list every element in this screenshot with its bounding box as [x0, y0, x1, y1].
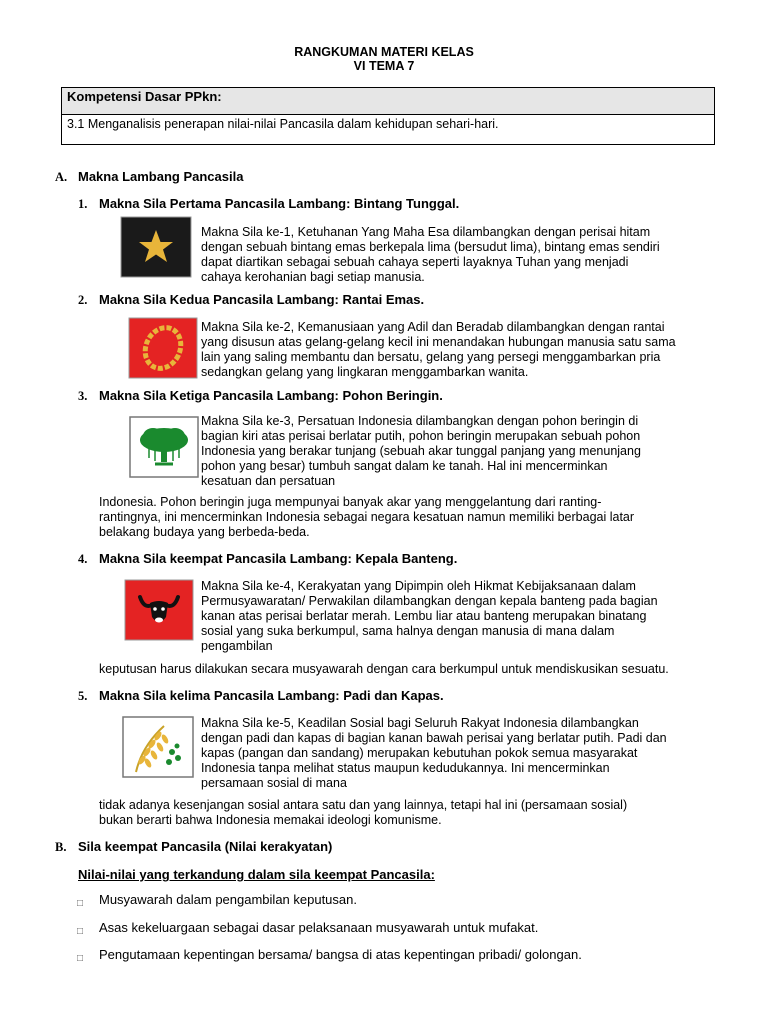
item-3-continuation	[99, 495, 714, 540]
section-b-letter: B.	[55, 840, 67, 854]
item-1-description	[201, 225, 714, 285]
item-5-continuation	[99, 798, 714, 828]
item-3-line: Indonesia yang berakar tunjang (sebuah akar tunggal panjang yang menunjang	[201, 444, 641, 458]
item-4-heading: Makna Sila keempat Pancasila Lambang: Kepala Banteng.	[99, 551, 458, 566]
banyan-tree-emblem-icon	[129, 416, 199, 478]
item-2-number: 2.	[78, 293, 88, 307]
item-4-line: kanan atas perisai berlatar merah. Lembu liar atau banteng merupakan binatang	[201, 609, 647, 623]
kd-box-content	[61, 114, 715, 145]
item-5-description	[201, 716, 714, 791]
item-5-line: persamaan sosial di mana	[201, 776, 347, 790]
item-3-heading: Makna Sila Ketiga Pancasila Lambang: Pohon Beringin.	[99, 388, 443, 403]
section-a-title: Makna Lambang Pancasila	[78, 169, 244, 184]
bullet-item	[77, 948, 83, 966]
section-b-subtitle: Nilai-nilai yang terkandung dalam sila keempat Pancasila:	[78, 867, 435, 882]
bullet-square-icon: □	[77, 898, 84, 909]
item-3-line: bagian kiri atas perisai berlatar putih, pohon beringin merupakan sebuah pohon	[201, 429, 641, 443]
bullet-text: Musyawarah dalam pengambilan keputusan.	[99, 892, 357, 907]
item-3-description	[201, 414, 714, 489]
item-5-number: 5.	[78, 689, 88, 703]
item-4-continuation	[99, 662, 759, 677]
kd-content: 3.1 Menganalisis penerapan nilai-nilai Pancasila dalam kehidupan sehari-hari.	[67, 117, 499, 131]
item-1-line: dapat diartikan sebagai sebuah cahaya seperti layaknya Tuhan yang menjadi	[201, 255, 629, 269]
item-5-line: kapas (pangan dan sandang) merupakan kebutuhan pokok semua masyarakat	[201, 746, 638, 760]
section-a-letter: A.	[55, 170, 68, 184]
item-5-line: Makna Sila ke-5, Keadilan Sosial bagi Seluruh Rakyat Indonesia dilambangkan	[201, 716, 639, 730]
item-4-line: sosial yang suka berkumpul, sama halnya dengan manusia di mana dalam	[201, 624, 615, 638]
bullet-square-icon: □	[77, 926, 84, 937]
item-3-cont-line: belakang budaya yang berbeda-beda.	[99, 525, 310, 539]
item-4-description	[201, 579, 714, 654]
item-5-line: Indonesia tanpa melihat status maupun kedudukannya. Ini mencerminkan	[201, 761, 610, 775]
star-emblem-icon	[120, 216, 192, 278]
item-3-number: 3.	[78, 389, 88, 403]
section-b-title: Sila keempat Pancasila (Nilai kerakyatan)	[78, 839, 333, 854]
chain-emblem-icon	[128, 317, 198, 379]
document-title-line1: RANGKUMAN MATERI KELAS	[294, 45, 474, 59]
item-5-heading: Makna Sila kelima Pancasila Lambang: Padi dan Kapas.	[99, 688, 444, 703]
item-1-line: dengan sebuah bintang emas berkepala lima (bersudut lima), bintang emas sendiri	[201, 240, 660, 254]
item-4-cont-line: keputusan harus dilakukan secara musyawarah dengan cara berkumpul untuk mendiskusikan sesuatu.	[99, 662, 669, 676]
rice-cotton-emblem-icon	[122, 716, 194, 778]
item-2-heading: Makna Sila Kedua Pancasila Lambang: Rantai Emas.	[99, 292, 425, 307]
item-2-line: Makna Sila ke-2, Kemanusiaan yang Adil dan Beradab dilambangkan dengan rantai	[201, 320, 665, 334]
bullet-text: Pengutamaan kepentingan bersama/ bangsa di atas kepentingan pribadi/ golongan.	[99, 947, 582, 962]
bullet-item	[77, 893, 83, 911]
document-title-line2: VI TEMA 7	[353, 59, 415, 73]
bull-head-emblem-icon	[124, 579, 194, 641]
item-2-description	[201, 320, 714, 380]
item-3-cont-line: rantingnya, ini mencerminkan Indonesia sebagai negara kesatuan namun memiliki berbagai latar	[99, 510, 635, 524]
item-1-number: 1.	[78, 197, 88, 211]
bullet-item	[77, 921, 83, 939]
item-4-line: Permusyawaratan/ Perwakilan dilambangkan dengan kepala banteng pada bagian	[201, 594, 658, 608]
item-3-line: kesatuan dan persatuan	[201, 474, 336, 488]
item-1-line: Makna Sila ke-1, Ketuhanan Yang Maha Esa dilambangkan dengan perisai hitam	[201, 225, 651, 239]
kd-box-heading	[61, 87, 715, 115]
item-2-line: sedangkan gelang yang lingkaran menggambarkan wanita.	[201, 365, 529, 379]
bullet-text: Asas kekeluargaan sebagai dasar pelaksanaan musyawarah untuk mufakat.	[99, 920, 539, 935]
item-1-line: cahaya kerohanian bagi setiap manusia.	[201, 270, 425, 284]
item-5-cont-line: bukan berarti bahwa Indonesia memakai ideologi komunisme.	[99, 813, 442, 827]
bullet-square-icon: □	[77, 953, 84, 964]
item-4-number: 4.	[78, 552, 88, 566]
item-3-cont-line: Indonesia. Pohon beringin juga mempunyai banyak akar yang menggelantung dari ranting-	[99, 495, 602, 509]
item-1-heading: Makna Sila Pertama Pancasila Lambang: Bintang Tunggal.	[99, 196, 460, 211]
item-4-line: pengambilan	[201, 639, 273, 653]
item-5-cont-line: tidak adanya kesenjangan sosial antara satu dan yang lainnya, tetapi hal ini (persamaan sosial)	[99, 798, 628, 812]
item-5-line: dengan padi dan kapas di bagian kanan bawah perisai yang berlatar putih. Padi dan	[201, 731, 667, 745]
item-4-line: Makna Sila ke-4, Kerakyatan yang Dipimpin oleh Hikmat Kebijaksanaan dalam	[201, 579, 636, 593]
item-3-line: pohon yang besar) tumbuh sangat dalam ke tanah. Hal ini mencerminkan	[201, 459, 608, 473]
item-3-line: Makna Sila ke-3, Persatuan Indonesia dilambangkan dengan pohon beringin di	[201, 414, 639, 428]
item-2-line: yang disusun atas gelang-gelang kecil ini menandakan hubungan manusia satu sama	[201, 335, 676, 349]
item-2-line: lain yang saling membantu dan bersatu, gelang yang persegi menggambarkan pria	[201, 350, 661, 364]
kd-heading: Kompetensi Dasar PPkn:	[67, 89, 222, 104]
